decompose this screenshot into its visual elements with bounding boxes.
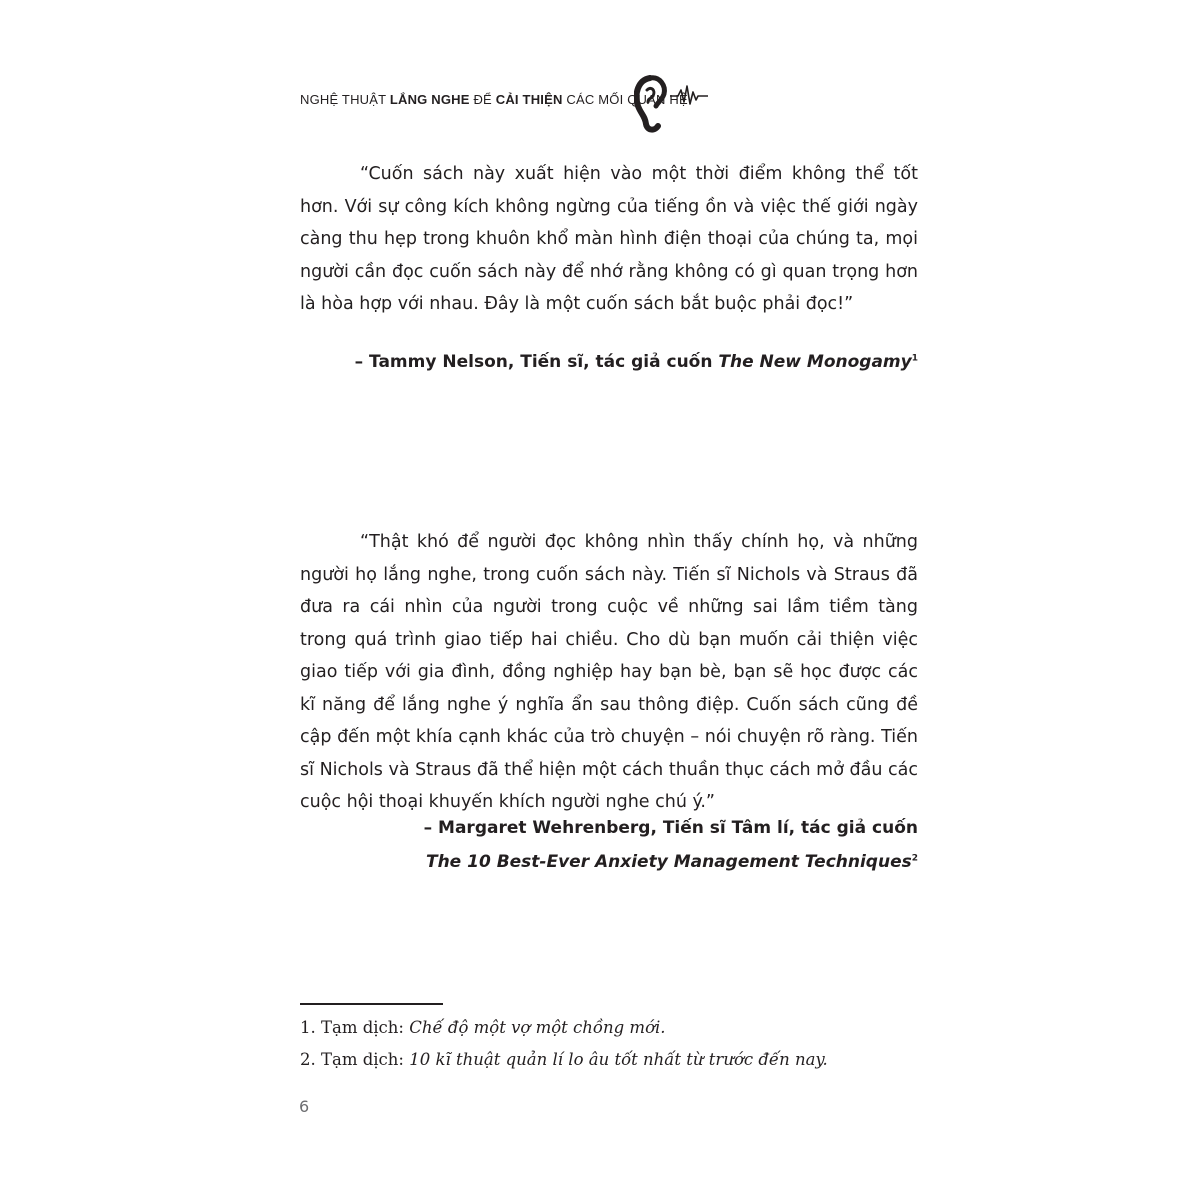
ear-soundwave-icon <box>634 72 714 134</box>
footnote-divider <box>300 1003 443 1005</box>
footnote-1-label: 1. Tạm dịch: <box>300 1018 410 1037</box>
quote-1 <box>300 158 918 321</box>
quote-2 <box>300 526 918 819</box>
quote-2-text: “Thật khó để người đọc không nhìn thấy chính họ, và những người họ lắng nghe, trong cuốn sách này. Tiến sĩ Nichols và Straus đã đưa ra cái nhìn của người trong cuộc về những sai lầm tiềm tàng trong quá trình giao tiếp hai chiều. Cho dù bạn muốn cải thiện việc giao tiếp với gia đình, đồng nghiệp hay bạn bè, bạn sẽ học được các kĩ năng để lắng nghe ý nghĩa ẩn sau thông điệp. Cuốn sách cũng đề cập đến một khía cạnh khác của trò chuyện – nói chuyện rõ ràng. Tiến sĩ Nichols và Straus đã thể hiện một cách thuần thục cách mở đầu các cuộc hội thoại khuyến khích người nghe chú ý.” <box>300 532 918 812</box>
page-number: 6 <box>299 1097 310 1116</box>
footnote-2-label: 2. Tạm dịch: <box>300 1050 410 1069</box>
header-part-3: ĐỂ <box>469 92 496 107</box>
header-part-1: NGHỆ THUẬT <box>300 92 390 107</box>
header-part-2: LẮNG NGHE <box>389 92 470 107</box>
running-header <box>300 92 688 120</box>
quote-1-text: “Cuốn sách này xuất hiện vào một thời điểm không thể tốt hơn. Với sự công kích không ngừng của tiếng ồn và việc thế giới ngày càng thu hẹp trong khuôn khổ màn hình điện thoại của chúng ta, mọi người cần đọc cuốn sách này để nhớ rằng không có gì quan trọng hơn là hòa hợp với nhau. Đây là một cuốn sách bắt buộc phải đọc!” <box>300 164 918 314</box>
quote-1-author: – Tammy Nelson, Tiến sĩ, tác giả cuốn <box>354 352 719 372</box>
footnote-2 <box>300 1050 828 1069</box>
header-part-4: CẢI THIỆN <box>495 92 563 107</box>
quote-1-attribution <box>300 345 918 379</box>
quote-2-attribution <box>300 811 918 879</box>
footnote-ref-1: 1 <box>911 353 918 364</box>
footnote-1 <box>300 1018 666 1037</box>
header-part-5: CÁC MỐI QUAN HỆ <box>562 92 688 107</box>
footnote-2-text: 10 kĩ thuật quản lí lo âu tốt nhất từ trước đến nay. <box>409 1050 828 1069</box>
footnote-1-text: Chế độ một vợ một chồng mới. <box>409 1018 666 1037</box>
quote-1-book-title: The New Monogamy <box>718 352 912 372</box>
quote-2-book-title: The 10 Best-Ever Anxiety Management Techniques <box>425 852 912 872</box>
footnote-ref-2: 2 <box>911 853 918 864</box>
quote-2-author: – Margaret Wehrenberg, Tiến sĩ Tâm lí, tác giả cuốn <box>423 818 918 838</box>
